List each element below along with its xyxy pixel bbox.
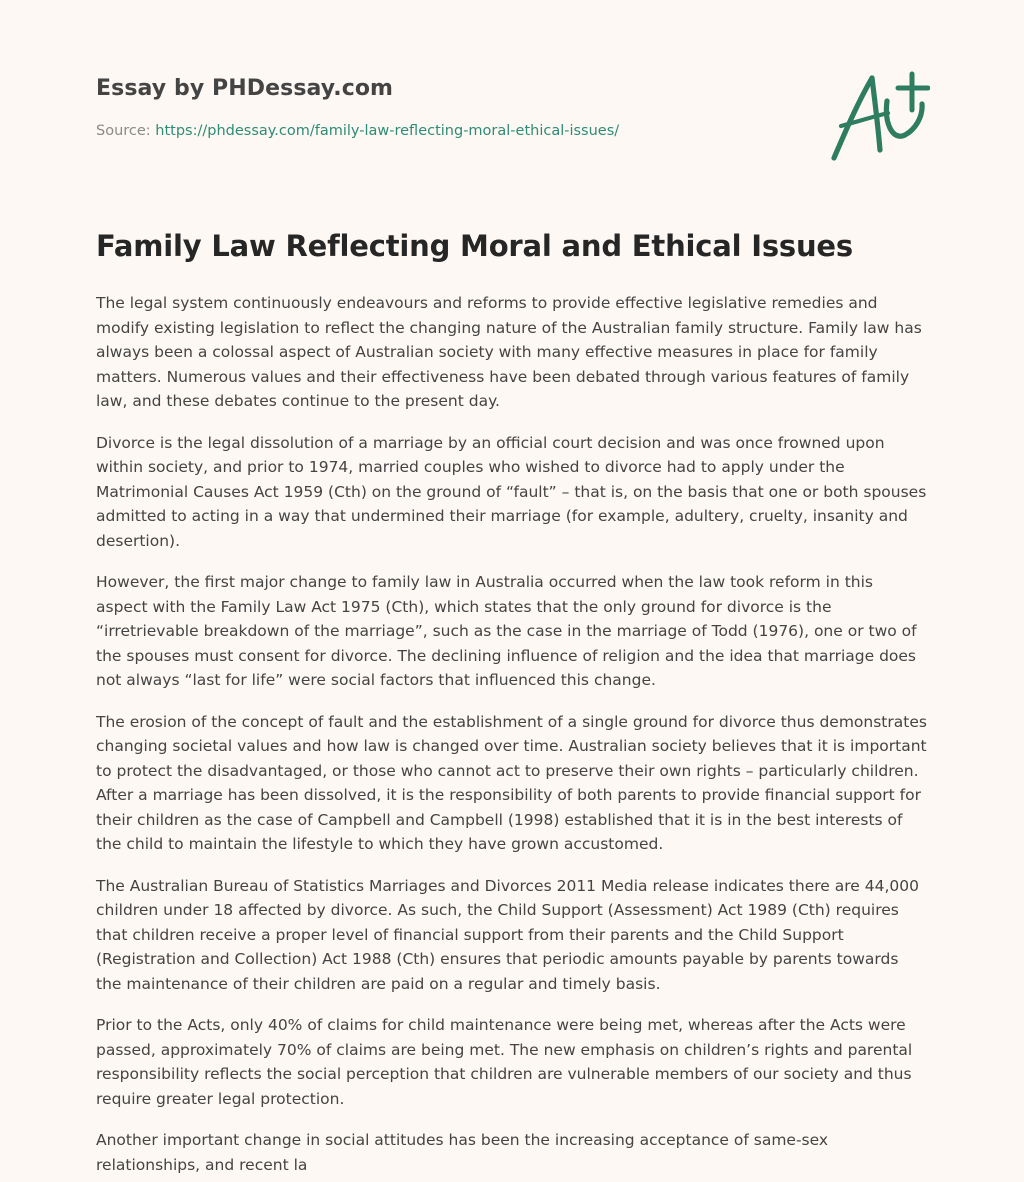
essay-paragraph: Divorce is the legal dissolution of a marriage by an official court decision and was once frowned upon within society, and prior to 1974, married couples who wished to divorce had to apply under the Matrimonial Causes Act 1959 (Cth) on the ground of “fault” – that is, on the basis that one or both spouses admitted to acting in a way that undermined their marriage (for example, adultery, cruelty, insanity and desertion). [96,433,927,550]
a-plus-grade-logo-icon [828,68,930,164]
essay-paragraph: The erosion of the concept of fault and the establishment of a single ground for divorce thus demonstrates changing societal values and how law is changed over time. Australian society believes that it is important to protect the disadvantaged, or those who cannot act to preserve their own rights – particularly children. After a marriage has been dissolved, it is the responsibility of both parents to provide financial support for their children as the case of Campbell and Campbell (1998) established that it is in the best interests of the child to maintain the lifestyle to which they have grown accustomed. [96,712,927,853]
page-header [96,0,928,210]
essay-body [96,291,928,1182]
essay-paragraph: The Australian Bureau of Statistics Marriages and Divorces 2011 Media release indicates there are 44,000 children under 18 affected by divorce. As such, the Child Support (Assessment) Act 1989 (Cth) requires that children receive a proper level of financial support from their parents and the Child Support (Registration and Collection) Act 1988 (Cth) ensures that periodic amounts payable by parents towards the maintenance of their children are paid on a regular and timely basis. [96,876,919,993]
essay-paragraph: However, the first major change to family law in Australia occurred when the law took reform in this aspect with the Family Law Act 1975 (Cth), which states that the only ground for divorce is the “irretrievable breakdown of the marriage”, such as the case in the marriage of Todd (1976), one or two of the spouses must consent for divorce. The declining influence of religion and the idea that marriage does not always “last for life” were social factors that influenced this change. [96,573,917,689]
source-line [96,123,619,139]
brand-title: Essay by PHDessay.com [96,76,394,101]
essay-paragraph: Prior to the Acts, only 40% of claims for child maintenance were being met, whereas after the Acts were passed, approximately 70% of claims are being met. The new emphasis on children’s rights and parental responsibility reflects the social perception that children are vulnerable members of our society and thus require greater legal protection. [96,1016,913,1108]
essay-paragraph-truncated: Another important change in social attitudes has been the increasing acceptance of same-sex relationships, and recent la [96,1131,829,1174]
source-label: Source: [96,123,156,139]
essay-paragraph: The legal system continuously endeavours and reforms to provide effective legislative remedies and modify existing legislation to reflect the changing nature of the Australian family structure. Family law has always been a colossal aspect of Australian society with many effective measures in place for family matters. Numerous values and their effectiveness have been debated through various features of family law, and these debates continue to the present day. [96,294,922,410]
source-link[interactable]: https://phdessay.com/family-law-reflecting-moral-ethical-issues/ [155,123,620,139]
essay-title: Family Law Reflecting Moral and Ethical Issues [96,229,853,263]
